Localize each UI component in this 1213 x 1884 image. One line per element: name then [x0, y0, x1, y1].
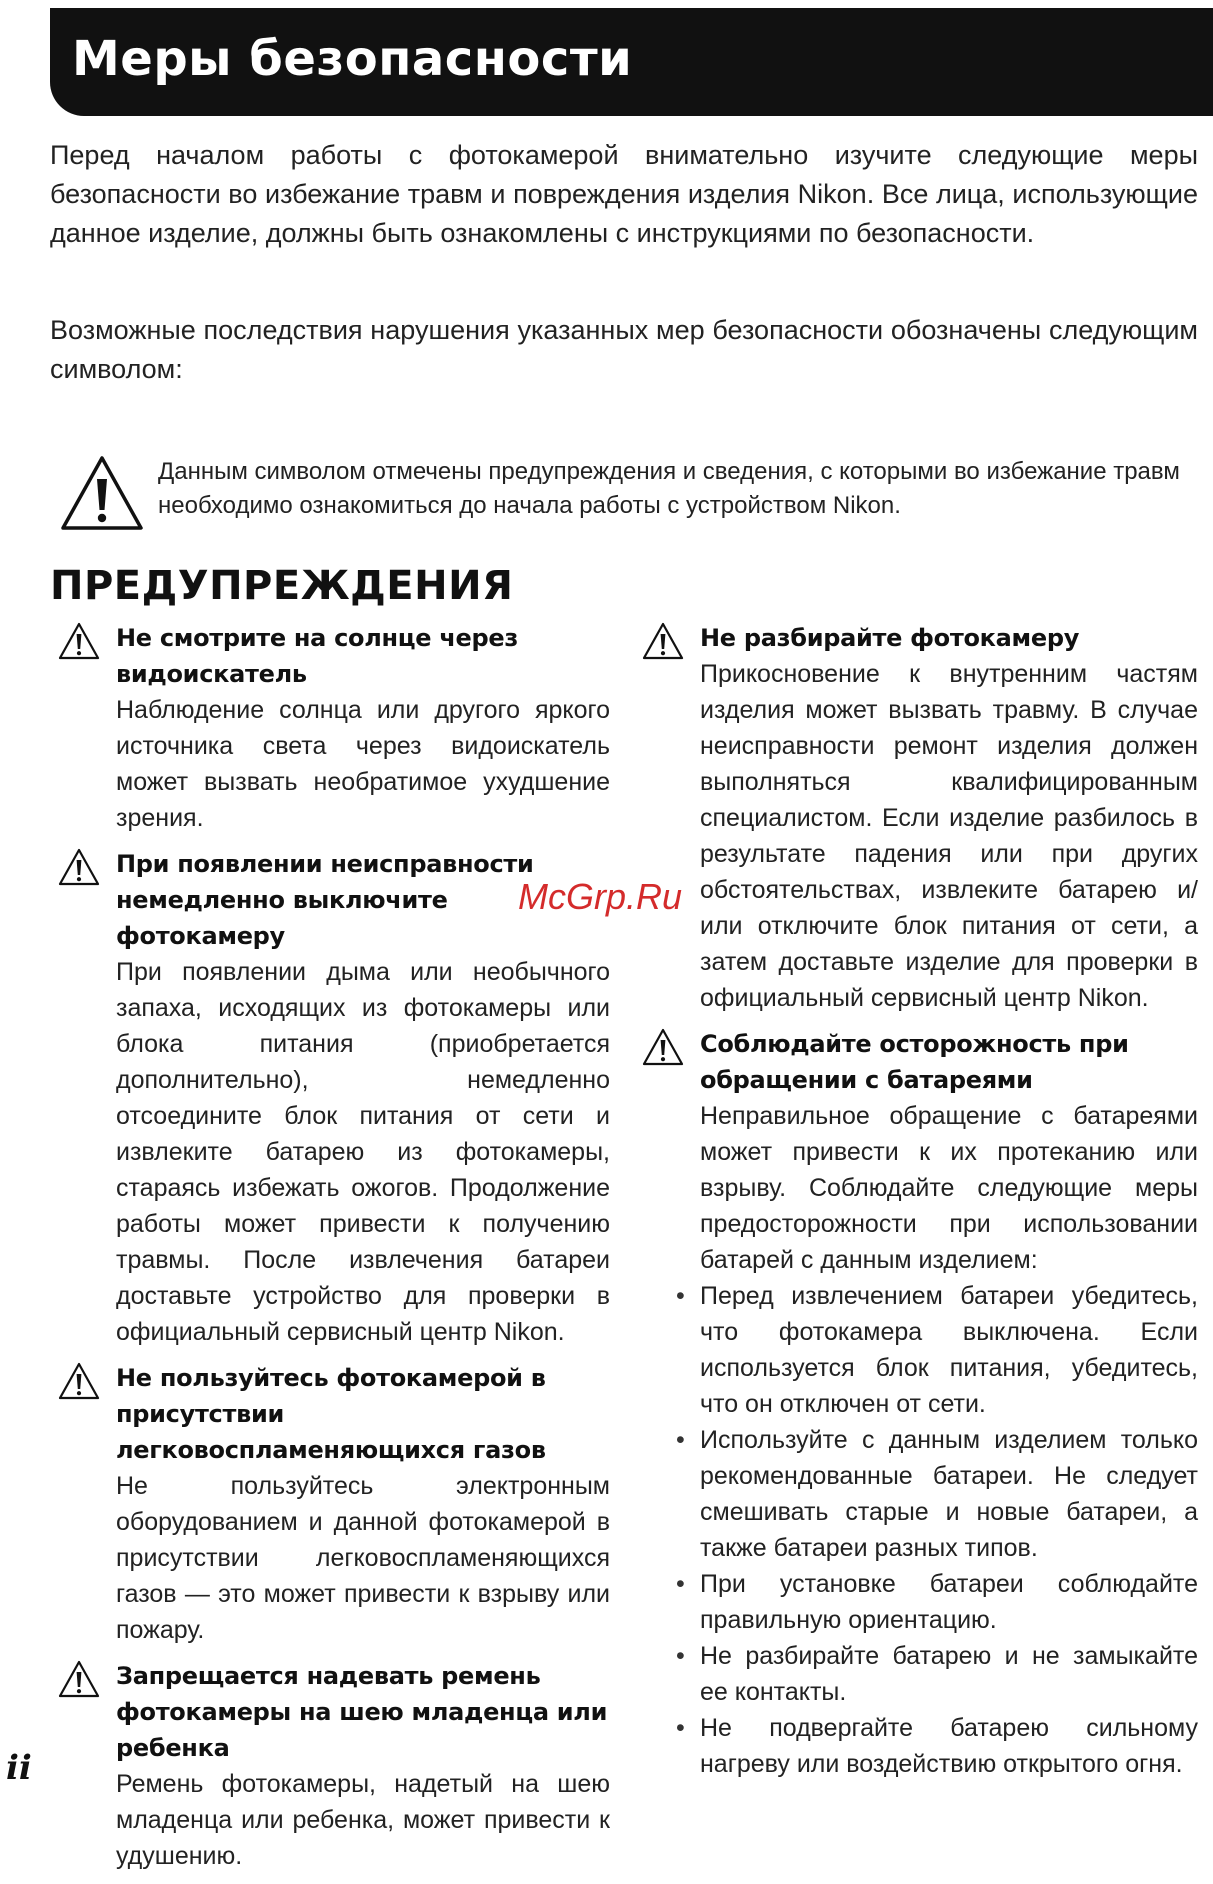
symbol-note-text: Данным символом отмечены предупреждения и сведения, с которыми во избежание травм необходимо ознакомиться до начала работы с устройством Nikon.: [158, 458, 1180, 519]
warning-item: [58, 1658, 610, 1874]
list-item: • При установке батареи соблюдайте правильную ориентацию.: [700, 1566, 1198, 1638]
list-item: • Используйте с данным изделием только рекомендованные батареи. Не следует смешивать старые и новые батареи, а также батареи разных типов.: [700, 1422, 1198, 1566]
battery-precautions-list: [700, 1278, 1198, 1782]
warning-item: [642, 620, 1198, 1016]
warning-title: Не пользуйтесь фотокамерой в присутствии легковоспламеняющихся газов: [116, 1364, 546, 1464]
watermark: McGrp.Ru: [518, 876, 683, 917]
warning-title: Запрещается надевать ремень фотокамеры на шею младенца или ребенка: [116, 1662, 608, 1762]
warnings-right-column: [642, 620, 1198, 1792]
page-title: Меры безопасности: [72, 31, 633, 87]
warning-triangle-icon: [58, 1362, 100, 1400]
warning-triangle-icon: [58, 1660, 100, 1698]
intro-paragraph-1: Перед началом работы с фотокамерой внимательно изучите следующие меры безопасности во избежание травм и повреждения изделия Nikon. Все лица, использующие данное изделие, должны быть ознакомлены с инструкциями по безопасности.: [50, 140, 1198, 248]
warning-body: При появлении дыма или необычного запаха, исходящих из фотокамеры или блока питания (приобретается дополнительно), немедленно отсоедините блок питания от сети и извлеките батарею из фотокамеры, стараясь избежать ожогов. Продолжение работы может привести к получению травмы. После извлечения батареи доставьте устройство для проверки в официальный сервисный центр Nikon.: [116, 958, 610, 1346]
warnings-left-column: [58, 620, 610, 1884]
list-item: • Перед извлечением батареи убедитесь, что фотокамера выключена. Если используется блок питания, убедитесь, что он отключен от сети.: [700, 1278, 1198, 1422]
warning-body: Наблюдение солнца или другого яркого источника света через видоискатель может вызвать необратимое ухудшение зрения.: [116, 696, 610, 832]
warning-title: Не разбирайте фотокамеру: [700, 624, 1080, 652]
warning-body: Не пользуйтесь электронным оборудованием и данной фотокамерой в присутствии легковоспламеняющихся газов — это может привести к взрыву или пожару.: [116, 1472, 610, 1644]
warning-item: [58, 1360, 610, 1648]
warning-triangle-icon: [642, 1028, 684, 1066]
warning-item: [58, 620, 610, 836]
warning-body: Неправильное обращение с батареями может привести к их протеканию или взрыву. Соблюдайте следующие меры предосторожности при использовании батарей с данным изделием:: [700, 1102, 1198, 1274]
warning-body: Ремень фотокамеры, надетый на шею младенца или ребенка, может привести к удушению.: [116, 1770, 610, 1870]
page-number: ii: [6, 1748, 32, 1788]
title-bar: [50, 8, 1213, 116]
warning-title: При появлении неисправности немедленно выключите фотокамеру: [116, 850, 534, 950]
intro-paragraph-2: Возможные последствия нарушения указанных мер безопасности обозначены следующим символом:: [50, 315, 1198, 384]
symbol-note: [60, 455, 1198, 545]
list-item: • Не разбирайте батарею и не замыкайте ее контакты.: [700, 1638, 1198, 1710]
warnings-heading: ПРЕДУПРЕЖДЕНИЯ: [50, 563, 514, 609]
warning-item: [642, 1026, 1198, 1782]
warning-item: [58, 846, 610, 1350]
warning-triangle-icon: [58, 622, 100, 660]
warning-triangle-icon: [60, 455, 144, 531]
warning-triangle-icon: [642, 622, 684, 660]
warning-body: Прикосновение к внутренним частям изделия может вызвать травму. В случае неисправности ремонт изделия должен выполняться квалифицированным специалистом. Если изделие разбилось в результате падения или при других обстоятельствах, извлеките батарею и/или отключите блок питания от сети, а затем доставьте изделие для проверки в официальный сервисный центр Nikon.: [700, 660, 1198, 1012]
list-item: • Не подвергайте батарею сильному нагреву или воздействию открытого огня.: [700, 1710, 1198, 1782]
warning-title: Соблюдайте осторожность при обращении с батареями: [700, 1030, 1129, 1094]
warning-triangle-icon: [58, 848, 100, 886]
warning-title: Не смотрите на солнце через видоискатель: [116, 624, 518, 688]
